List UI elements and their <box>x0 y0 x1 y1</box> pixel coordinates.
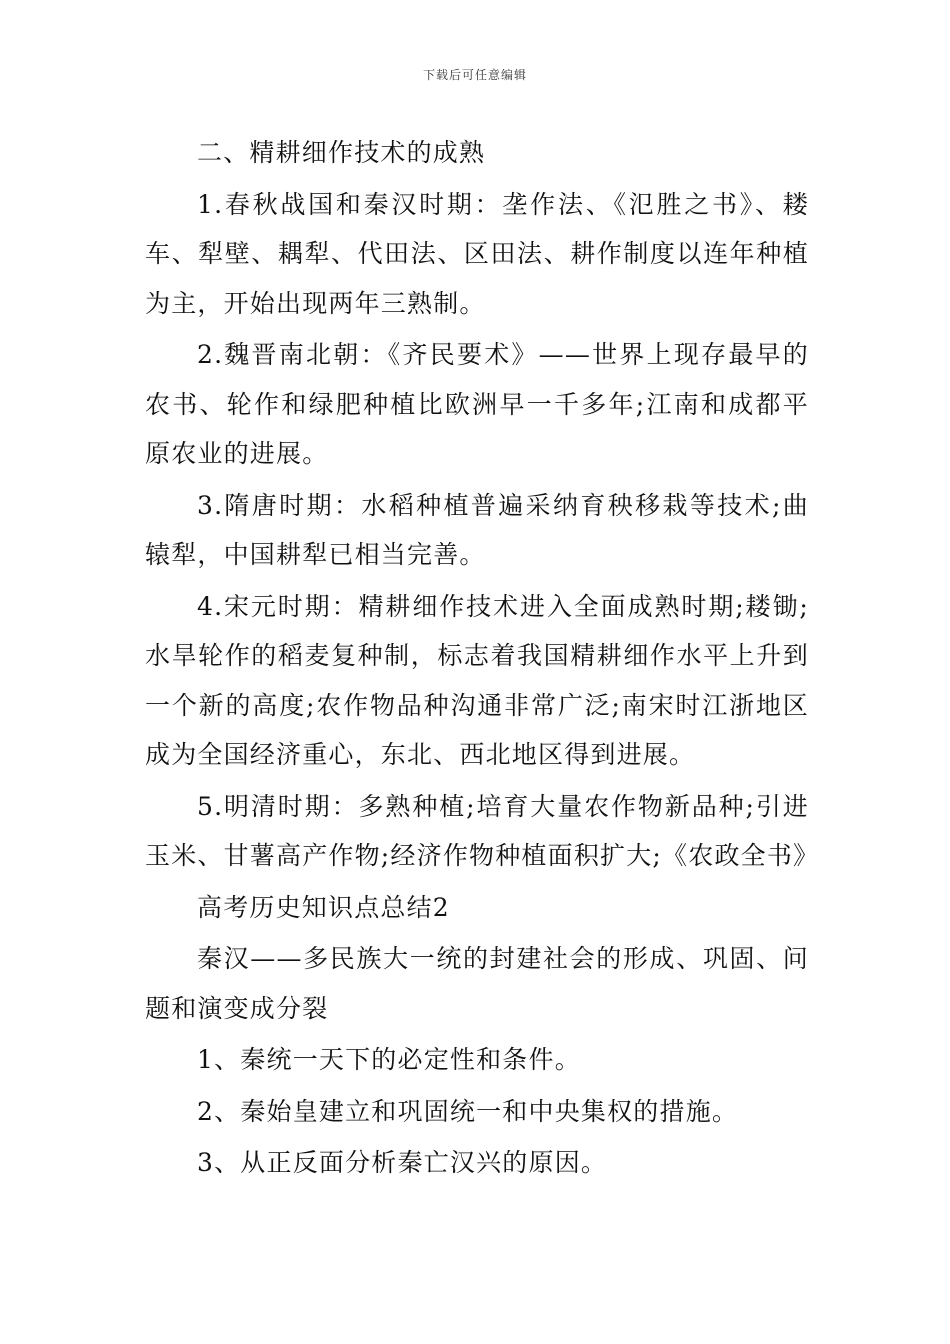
list-item-2: 2、秦始皇建立和巩固统一和中央集权的措施。 <box>197 1096 739 1126</box>
paragraph-mingqing: 5.明清时期：多熟种植;培育大量农作物新品种;引进玉米、甘薯高产作物;经济作物种植面积扩大;《农政全书》 <box>145 791 820 870</box>
paragraph-qinhan-intro: 秦汉——多民族大一统的封建社会的形成、巩固、问题和演变成分裂 <box>145 944 809 1023</box>
list-item-3: 3、从正反面分析秦亡汉兴的原因。 <box>197 1148 608 1177</box>
paragraph-chunqiu-qinhan: 1.春秋战国和秦汉时期：垄作法、《氾胜之书》、耧车、犁壁、耦犁、代田法、区田法、耕作制度以连年种植为主，开始出现两年三熟制。 <box>145 189 809 318</box>
document-body <box>145 128 820 1190</box>
section-title-summary-2: 高考历史知识点总结2 <box>197 892 450 922</box>
section-heading-jinggeng: 二、精耕细作技术的成熟 <box>197 138 486 167</box>
list-item-1: 1、秦统一天下的必定性和条件。 <box>197 1045 581 1074</box>
paragraph-songyuan: 4.宋元时期：精耕细作技术进入全面成熟时期;耧锄;水旱轮作的稻麦复种制，标志着我国精耕细作水平上升到一个新的高度;农作物品种沟通非常广泛;南宋时江浙地区成为全国经济重心，东北、西北地区得到进展。 <box>145 591 809 769</box>
paragraph-weijin: 2.魏晋南北朝：《齐民要术》——世界上现存最早的农书、轮作和绿肥种植比欧洲早一千多年;江南和成都平原农业的进展。 <box>145 340 809 468</box>
header-note: 下载后可任意编辑 <box>422 68 527 82</box>
paragraph-suitang: 3.隋唐时期：水稻种植普遍采纳育秧移栽等技术;曲辕犁，中国耕犁已相当完善。 <box>145 490 809 569</box>
